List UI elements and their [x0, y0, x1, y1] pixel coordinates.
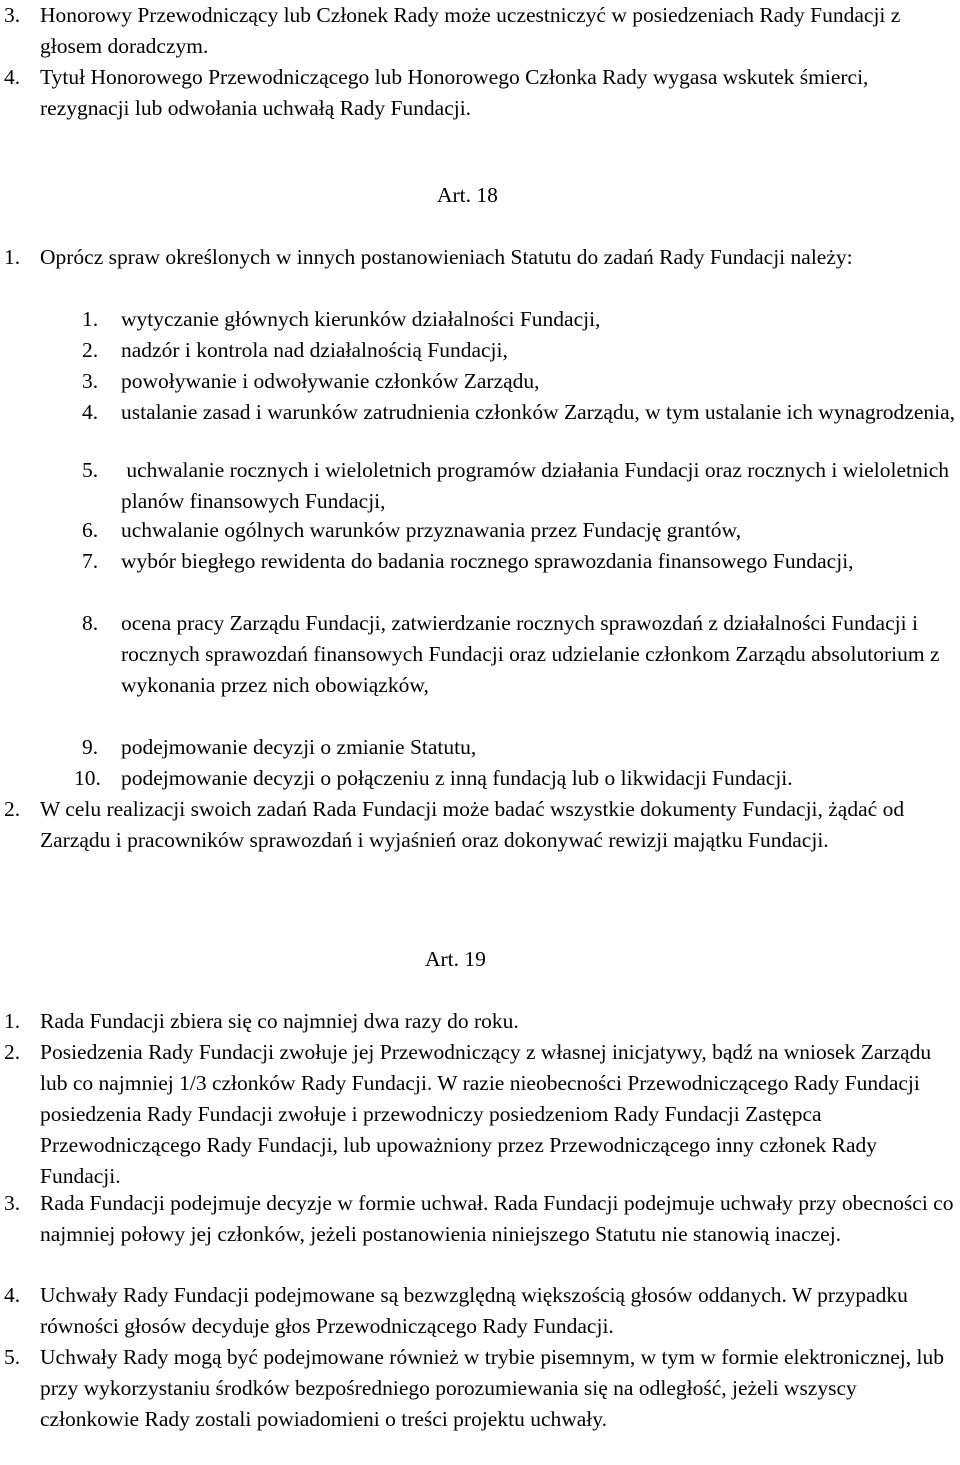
item-number: 2.	[82, 338, 99, 362]
item-text: powoływanie i odwoływanie członków Zarządu,	[121, 369, 540, 393]
item-number: 3.	[82, 369, 99, 393]
item-text: uchwalanie rocznych i wieloletnich programów działania Fundacji oraz rocznych i wieloletnich planów finansowych Fundacji,	[121, 458, 955, 513]
art19-paragraph-3	[0, 1188, 958, 1250]
art18-item-1	[0, 304, 958, 335]
art18-item-9	[0, 732, 958, 763]
paragraph-text: Oprócz spraw określonych w innych postanowieniach Statutu do zadań Rady Fundacji należy:	[40, 245, 853, 269]
paragraph-number: 1.	[4, 1009, 21, 1033]
paragraph-text: Tytuł Honorowego Przewodniczącego lub Honorowego Członka Rady wygasa wskutek śmierci, rezygnacji lub odwołania uchwałą Rady Fundacji.	[40, 65, 869, 120]
item-number: 7.	[82, 549, 99, 573]
art18-item-2	[0, 335, 958, 366]
item-number: 10.	[74, 766, 101, 790]
art18-item-4	[0, 397, 958, 428]
art19-paragraph-4	[0, 1280, 958, 1342]
paragraph-number: 4.	[4, 1283, 21, 1307]
item-text: podejmowanie decyzji o zmianie Statutu,	[121, 735, 477, 759]
paragraph-text: W celu realizacji swoich zadań Rada Fundacji może badać wszystkie dokumenty Fundacji, żądać od Zarządu i pracowników sprawozdań i wyjaśnień oraz dokonywać rewizji majątku Fundacji.	[40, 797, 905, 852]
art18-paragraph-1	[0, 242, 958, 273]
art18-item-6	[0, 515, 958, 546]
paragraph-text: Rada Fundacji zbiera się co najmniej dwa razy do roku.	[40, 1009, 519, 1033]
art18-item-5	[0, 455, 958, 517]
item-number: 5.	[82, 458, 99, 482]
art19-paragraph-1	[0, 1006, 958, 1037]
art19-paragraph-2	[0, 1037, 958, 1192]
item-text: wybór biegłego rewidenta do badania rocznego sprawozdania finansowego Fundacji,	[121, 549, 854, 573]
item-number: 6.	[82, 518, 99, 542]
art19-paragraph-5	[0, 1342, 958, 1435]
item-text: podejmowanie decyzji o połączeniu z inną fundacją lub o likwidacji Fundacji.	[121, 766, 793, 790]
paragraph-number: 2.	[4, 1040, 21, 1064]
paragraph-number: 1.	[4, 245, 21, 269]
art18-item-10	[0, 763, 958, 794]
item-text: ustalanie zasad i warunków zatrudnienia członków Zarządu, w tym ustalanie ich wynagrodzenia,	[121, 400, 956, 424]
art18-paragraph-2	[0, 794, 958, 856]
paragraph-number: 2.	[4, 797, 21, 821]
paragraph-text: Uchwały Rady Fundacji podejmowane są bezwzględną większością głosów oddanych. W przypadku równości głosów decyduje głos Przewodniczącego Rady Fundacji.	[40, 1283, 908, 1338]
item-number: 4.	[82, 400, 99, 424]
paragraph-number: 3.	[4, 1191, 21, 1215]
article-19-heading: Art. 19	[425, 947, 486, 971]
article-18-heading: Art. 18	[437, 183, 498, 207]
paragraph-text: Honorowy Przewodniczący lub Członek Rady może uczestniczyć w posiedzeniach Rady Fundacji z głosem doradczym.	[40, 3, 901, 58]
item-number: 9.	[82, 735, 99, 759]
paragraph-number: 3.	[4, 3, 21, 27]
paragraph-text: Uchwały Rady mogą być podejmowane również w trybie pisemnym, w tym w formie elektronicznej, lub przy wykorzystaniu środków bezpośredniego porozumiewania się na odległość, jeżeli wszyscy członkowie Rady zostali powiadomieni o treści projektu uchwały.	[40, 1345, 944, 1431]
art18-item-8	[0, 608, 958, 701]
item-number: 1.	[82, 307, 99, 331]
paragraph-3	[0, 0, 958, 62]
paragraph-text: Rada Fundacji podejmuje decyzje w formie uchwał. Rada Fundacji podejmuje uchwały przy obecności co najmniej połowy jej członków, jeżeli postanowienia niniejszego Statutu nie stanowią inaczej.	[40, 1191, 954, 1246]
art18-item-7	[0, 546, 958, 577]
item-text: ocena pracy Zarządu Fundacji, zatwierdzanie rocznych sprawozdań z działalności Fundacji i rocznych sprawozdań finansowych Fundacji oraz udzielanie członkom Zarządu absolutorium z wykonania przez nich obowiązków,	[121, 611, 940, 697]
paragraph-text: Posiedzenia Rady Fundacji zwołuje jej Przewodniczący z własnej inicjatywy, bądź na wniosek Zarządu lub co najmniej 1/3 członków Rady Fundacji. W razie nieobecności Przewodniczącego Rady Fundacji posiedzenia Rady Fundacji zwołuje i przewodniczy posiedzeniom Rady Fundacji Zastępca Przewodniczącego Rady Fundacji, lub upoważniony przez Przewodniczącego inny członek Rady Fundacji.	[40, 1040, 932, 1188]
item-text: uchwalanie ogólnych warunków przyznawania przez Fundację grantów,	[121, 518, 742, 542]
item-text: wytyczanie głównych kierunków działalności Fundacji,	[121, 307, 601, 331]
item-text: nadzór i kontrola nad działalnością Fundacji,	[121, 338, 508, 362]
paragraph-number: 4.	[4, 65, 21, 89]
paragraph-4	[0, 62, 958, 124]
art18-item-3	[0, 366, 958, 397]
paragraph-number: 5.	[4, 1345, 21, 1369]
item-number: 8.	[82, 611, 99, 635]
